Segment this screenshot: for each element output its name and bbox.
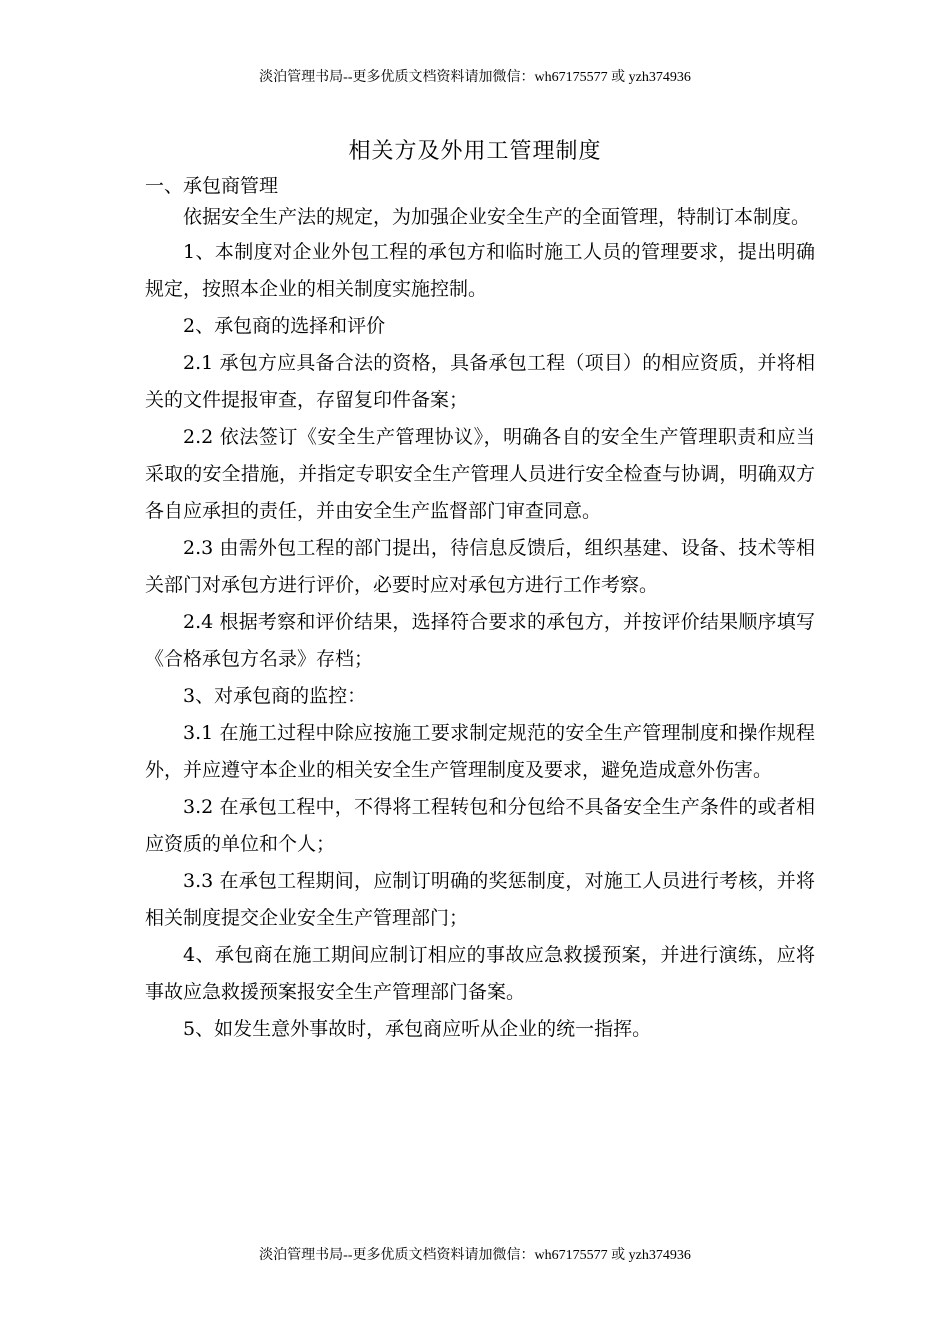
- paragraph-3-3: 3.3 在承包工程期间，应制订明确的奖惩制度，对施工人员进行考核，并将相关制度提交企业安全生产管理部门；: [145, 870, 815, 929]
- section-heading: 一、承包商管理: [145, 175, 279, 197]
- paragraph-3: 3、对承包商的监控：: [183, 685, 367, 707]
- paragraph-2-3: 2.3 由需外包工程的部门提出，待信息反馈后，组织基建、设备、技术等相关部门对承包方进行评价，必要时应对承包方进行工作考察。: [145, 537, 815, 596]
- paragraph-3-1: 3.1 在施工过程中除应按施工要求制定规范的安全生产管理制度和操作规程外，并应遵守本企业的相关安全生产管理制度及要求，避免造成意外伤害。: [145, 722, 815, 781]
- paragraph-1: 1、本制度对企业外包工程的承包方和临时施工人员的管理要求，提出明确规定，按照本企业的相关制度实施控制。: [145, 241, 815, 300]
- document-body: [145, 172, 815, 1048]
- paragraph-2-4: 2.4 根据考察和评价结果，选择符合要求的承包方，并按评价结果顺序填写《合格承包方名录》存档；: [145, 611, 815, 670]
- paragraph-2-2: 2.2 依法签订《安全生产管理协议》，明确各自的安全生产管理职责和应当采取的安全措施，并指定专职安全生产管理人员进行安全检查与协调，明确双方各自应承担的责任，并由安全生产监督部门审查同意。: [145, 426, 815, 522]
- paragraph-3-2: 3.2 在承包工程中，不得将工程转包和分包给不具备安全生产条件的或者相应资质的单位和个人；: [145, 796, 815, 855]
- paragraph-4: 4、承包商在施工期间应制订相应的事故应急救援预案，并进行演练，应将事故应急救援预案报安全生产管理部门备案。: [145, 944, 815, 1003]
- paragraph-intro: 依据安全生产法的规定，为加强企业安全生产的全面管理，特制订本制度。: [183, 206, 811, 228]
- document-title: 相关方及外用工管理制度: [348, 139, 602, 164]
- paragraph-2: 2、承包商的选择和评价: [183, 315, 386, 337]
- paragraph-5: 5、如发生意外事故时，承包商应听从企业的统一指挥。: [183, 1018, 652, 1040]
- paragraph-2-1: 2.1 承包方应具备合法的资格，具备承包工程（项目）的相应资质，并将相关的文件提报审查，存留复印件备案；: [145, 352, 815, 411]
- page-footer: 淡泊管理书局--更多优质文档资料请加微信：wh67175577 或 yzh374936: [259, 1248, 691, 1263]
- page-header: 淡泊管理书局--更多优质文档资料请加微信：wh67175577 或 yzh374936: [259, 70, 691, 85]
